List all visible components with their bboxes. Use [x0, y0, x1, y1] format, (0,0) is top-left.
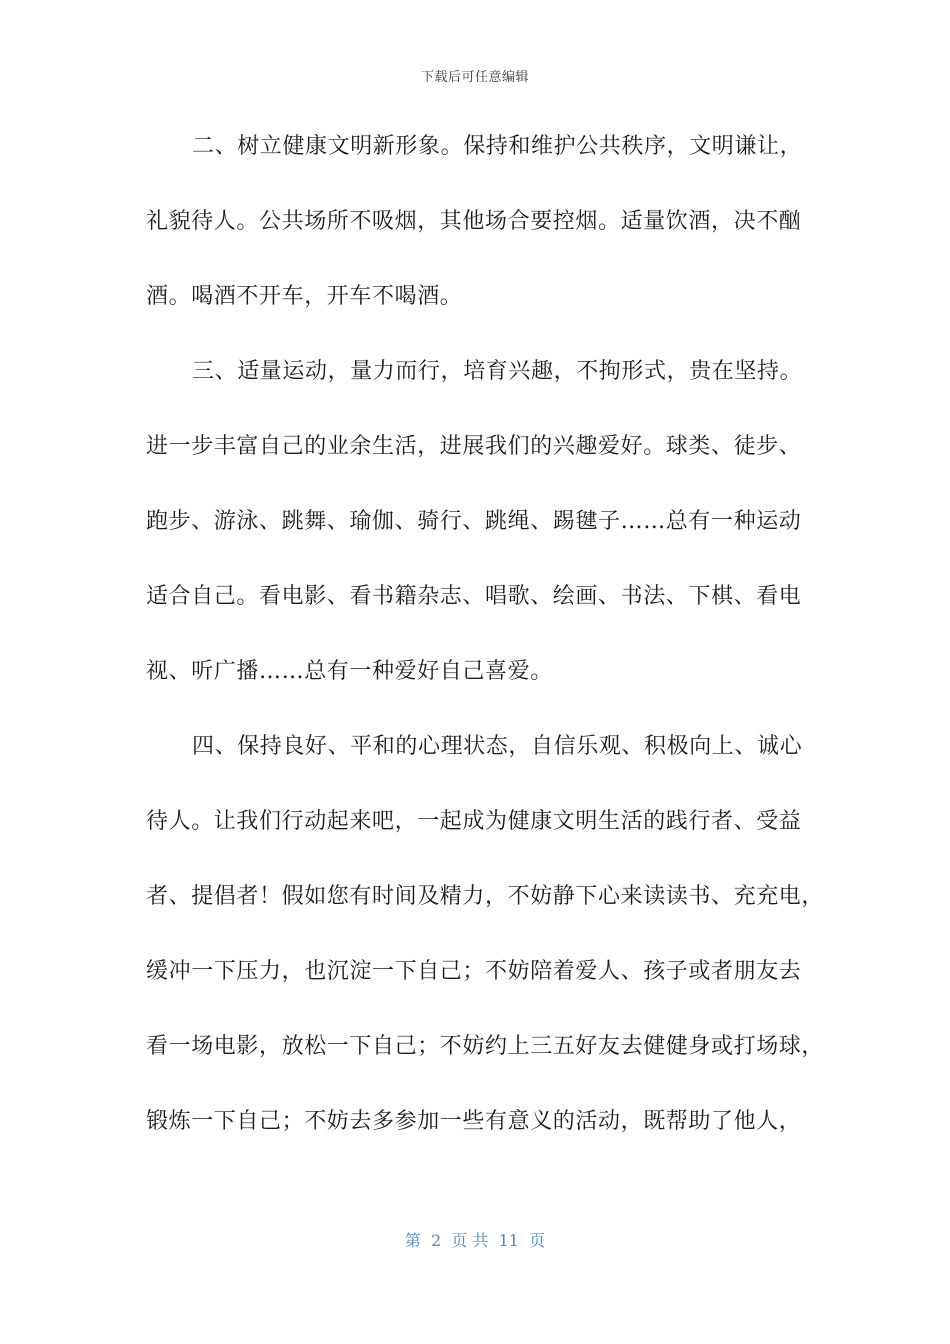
body-line: 四、保持良好、平和的心理状态，自信乐观、积极向上、诚心	[192, 734, 803, 759]
body-line: 适合自己。看电影、看书籍杂志、唱歌、绘画、书法、下棋、看电	[146, 584, 802, 609]
body-line: 礼貌待人。公共场所不吸烟，其他场合要控烟。适量饮酒，决不酗	[146, 209, 802, 234]
body-line: 三、适量运动，量力而行，培育兴趣，不拘形式，贵在坚持。	[192, 359, 803, 384]
body-line: 者、提倡者！假如您有时间及精力，不妨静下心来读读书、充充电，	[146, 884, 825, 909]
body-line: 缓冲一下压力，也沉淀一下自己；不妨陪着爱人、孩子或者朋友去	[146, 959, 802, 984]
body-line: 跑步、游泳、跳舞、瑜伽、骑行、跳绳、踢毽子……总有一种运动	[146, 509, 802, 534]
body-line: 看一场电影，放松一下自己；不妨约上三五好友去健健身或打场球，	[146, 1034, 825, 1059]
page-header-note: 下载后可任意编辑	[420, 70, 529, 85]
body-line: 进一步丰富自己的业余生活，进展我们的兴趣爱好。球类、徒步、	[146, 434, 802, 459]
body-line: 酒。喝酒不开车，开车不喝酒。	[146, 284, 463, 309]
body-line: 二、树立健康文明新形象。保持和维护公共秩序，文明谦让，	[192, 134, 803, 159]
body-line: 锻炼一下自己；不妨去多参加一些有意义的活动，既帮助了他人，	[146, 1109, 802, 1134]
body-line: 视、听广播……总有一种爱好自己喜爱。	[146, 659, 553, 684]
body-line: 待人。让我们行动起来吧，一起成为健康文明生活的践行者、受益	[146, 809, 802, 834]
page-number-footer: 第 2 页 共 11 页	[404, 1231, 546, 1250]
